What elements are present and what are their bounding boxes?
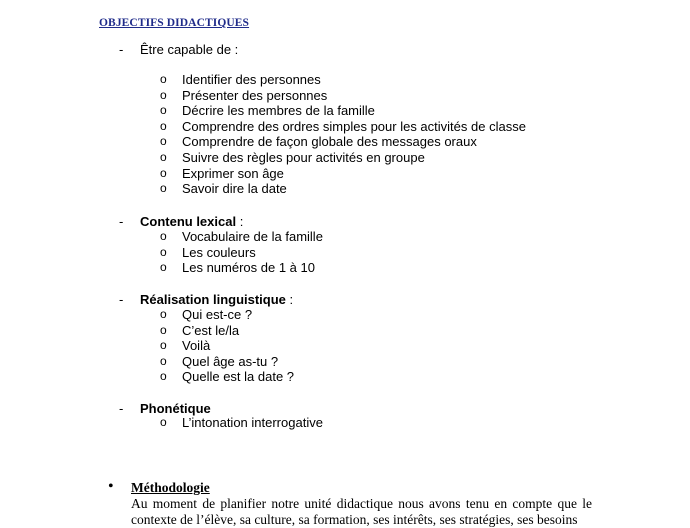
list-item-text: Identifier des personnes bbox=[182, 72, 321, 87]
circle-bullet-icon: o bbox=[160, 322, 167, 337]
circle-bullet-icon: o bbox=[160, 260, 167, 275]
dash-marker: - bbox=[119, 401, 124, 416]
list-item bbox=[160, 369, 294, 385]
section-label-contenu-lexical bbox=[140, 214, 243, 230]
list-item-text: Comprendre de façon globale des messages oraux bbox=[182, 134, 477, 150]
section-label-realisation-linguistique bbox=[140, 292, 293, 308]
methodology-title: Méthodologie bbox=[131, 480, 210, 495]
circle-bullet-icon: o bbox=[160, 244, 167, 259]
list-item-text: Les couleurs bbox=[182, 244, 256, 260]
list-item bbox=[160, 103, 526, 119]
list-item bbox=[160, 245, 323, 261]
dash-marker: - bbox=[119, 292, 124, 307]
list-item bbox=[160, 307, 294, 323]
circle-bullet-icon: o bbox=[160, 118, 167, 133]
section-label-bold: Phonétique bbox=[140, 401, 211, 416]
list-item bbox=[160, 134, 526, 150]
circle-bullet-icon: o bbox=[160, 87, 167, 102]
circle-bullet-icon: o bbox=[160, 149, 167, 164]
list-item-text: C’est le/la bbox=[182, 322, 240, 338]
sub-list-realisation-linguistique bbox=[160, 307, 294, 385]
dash-marker: - bbox=[119, 214, 124, 229]
list-item bbox=[160, 260, 323, 276]
list-item-text: Voilà bbox=[182, 338, 211, 354]
circle-bullet-icon: o bbox=[160, 369, 167, 384]
list-item bbox=[160, 119, 526, 135]
list-item bbox=[160, 415, 323, 431]
list-item bbox=[160, 150, 526, 166]
section-label-text: : bbox=[285, 292, 294, 307]
list-item-text: L’intonation interrogative bbox=[182, 415, 323, 430]
list-item-text: Comprendre des ordres simples pour les activités de classe bbox=[182, 118, 526, 134]
section-label-text: Être capable de : bbox=[140, 42, 239, 57]
list-item bbox=[160, 88, 526, 104]
list-item bbox=[160, 229, 323, 245]
methodology-paragraph-line: contexte de l’élève, sa culture, sa formation, ses intérêts, ses stratégies, ses besoins bbox=[131, 512, 578, 527]
list-item bbox=[160, 354, 294, 370]
section-label-bold: Contenu lexical bbox=[140, 214, 237, 229]
list-item-text: Qui est-ce ? bbox=[182, 307, 253, 322]
dash-marker: - bbox=[119, 42, 124, 57]
list-item-text: Quel âge as-tu ? bbox=[182, 353, 279, 369]
circle-bullet-icon: o bbox=[160, 103, 167, 118]
circle-bullet-icon: o bbox=[160, 353, 167, 368]
sub-list-contenu-lexical bbox=[160, 229, 323, 276]
list-item bbox=[160, 72, 526, 88]
circle-bullet-icon: o bbox=[160, 165, 167, 180]
section-heading: OBJECTIFS DIDACTIQUES bbox=[99, 17, 250, 29]
circle-bullet-icon: o bbox=[160, 134, 167, 149]
circle-bullet-icon: o bbox=[160, 72, 167, 86]
methodology-paragraph-line: Au moment de planifier notre unité didactique nous avons tenu en compte que le bbox=[131, 496, 592, 511]
list-item-text: Savoir dire la date bbox=[182, 181, 287, 197]
list-item bbox=[160, 166, 526, 182]
sub-list-phonetique bbox=[160, 415, 323, 431]
list-item-text: Vocabulaire de la famille bbox=[182, 229, 323, 244]
circle-bullet-icon: o bbox=[160, 307, 167, 321]
list-item bbox=[160, 338, 294, 354]
section-label-text: : bbox=[236, 214, 244, 229]
section-label-bold: Réalisation linguistique bbox=[140, 292, 286, 307]
bullet-icon: • bbox=[108, 478, 114, 495]
sub-list-capable bbox=[160, 72, 526, 197]
list-item-text: Exprimer son âge bbox=[182, 165, 284, 181]
list-item bbox=[160, 323, 294, 339]
list-item-text: Quelle est la date ? bbox=[182, 369, 295, 385]
circle-bullet-icon: o bbox=[160, 181, 167, 196]
list-item bbox=[160, 181, 526, 197]
circle-bullet-icon: o bbox=[160, 415, 167, 429]
list-item-text: Suivre des règles pour activités en groupe bbox=[182, 149, 425, 165]
section-label-capable bbox=[140, 42, 238, 58]
circle-bullet-icon: o bbox=[160, 229, 167, 243]
list-item-text: Présenter des personnes bbox=[182, 87, 328, 103]
list-item-text: Décrire les membres de la famille bbox=[182, 103, 375, 119]
circle-bullet-icon: o bbox=[160, 338, 167, 353]
list-item-text: Les numéros de 1 à 10 bbox=[182, 260, 315, 276]
